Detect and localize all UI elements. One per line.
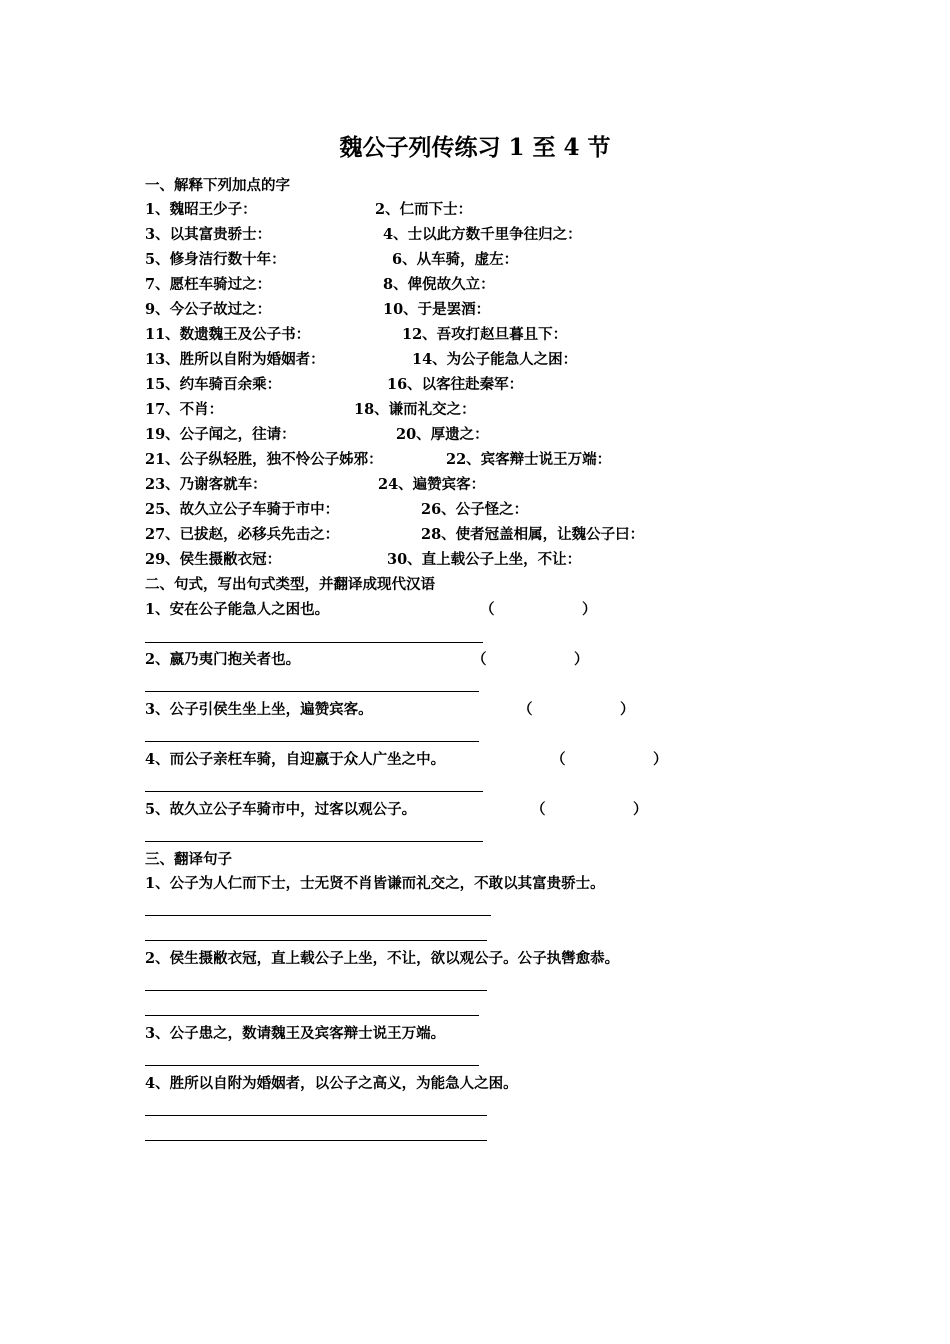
question-item: 12、吾攻打赵旦暮且下：	[402, 326, 568, 343]
answer-paren-close: ）	[633, 801, 648, 818]
sentence-item: 4、而公子亲枉车骑，自迎嬴于众人广坐之中。	[145, 751, 446, 768]
question-item: 14、为公子能急人之困：	[412, 351, 578, 368]
answer-line[interactable]	[145, 915, 491, 916]
question-item: 1、魏昭王少子：	[145, 201, 257, 218]
answer-line[interactable]	[145, 741, 479, 742]
question-item: 20、厚遗之：	[396, 426, 489, 443]
answer-line[interactable]	[145, 691, 479, 692]
question-item: 5、修身洁行数十年：	[145, 251, 286, 268]
question-item: 15、约车骑百余乘：	[145, 376, 282, 393]
sentence-item: 5、故久立公子车骑市中，过客以观公子。	[145, 801, 417, 818]
question-item: 19、公子闻之，往请：	[145, 426, 296, 443]
sentence-item: 2、嬴乃夷门抱关者也。	[145, 651, 301, 668]
question-item: 28、使者冠盖相属，让魏公子曰：	[421, 526, 645, 543]
question-item: 26、公子怪之：	[421, 501, 529, 518]
question-item: 24、遍赞宾客：	[378, 476, 486, 493]
answer-line[interactable]	[145, 1115, 487, 1116]
answer-paren-close: ）	[620, 701, 635, 718]
question-item: 30、直上载公子上坐，不让：	[387, 551, 582, 568]
page-title: 魏公子列传练习 1 至 4 节	[339, 134, 611, 161]
answer-line[interactable]	[145, 1140, 487, 1141]
question-item: 13、胜所以自附为婚姻者：	[145, 351, 325, 368]
sentence-item: 3、公子患之，数请魏王及宾客辩士说王万端。	[145, 1025, 446, 1042]
question-item: 2、仁而下士：	[375, 201, 473, 218]
question-item: 4、士以此方数千里争往归之：	[383, 226, 582, 243]
answer-paren-open: （	[518, 701, 533, 718]
sentence-item: 4、胜所以自附为婚姻者，以公子之高义，为能急人之困。	[145, 1075, 518, 1092]
section-heading-1: 一、解释下列加点的字	[145, 177, 290, 194]
question-item: 22、宾客辩士说王万端：	[446, 451, 612, 468]
question-item: 29、侯生摄敝衣冠：	[145, 551, 282, 568]
answer-line[interactable]	[145, 791, 483, 792]
question-item: 23、乃谢客就车：	[145, 476, 267, 493]
answer-line[interactable]	[145, 1015, 479, 1016]
question-item: 21、公子纵轻胜，独不怜公子姊邪：	[145, 451, 383, 468]
question-item: 17、不肖：	[145, 401, 224, 418]
answer-paren-open: （	[551, 751, 566, 768]
question-item: 25、故久立公子车骑于市中：	[145, 501, 340, 518]
question-item: 16、以客往赴秦军：	[387, 376, 524, 393]
answer-line[interactable]	[145, 841, 483, 842]
sentence-item: 1、公子为人仁而下士，士无贤不肖皆谦而礼交之，不敢以其富贵骄士。	[145, 875, 605, 892]
question-item: 3、以其富贵骄士：	[145, 226, 272, 243]
sentence-item: 2、侯生摄敝衣冠，直上载公子上坐，不让，欲以观公子。公子执辔愈恭。	[145, 950, 620, 967]
question-item: 10、于是罢酒：	[383, 301, 491, 318]
question-item: 7、愿枉车骑过之：	[145, 276, 272, 293]
answer-paren-close: ）	[574, 651, 589, 668]
answer-paren-open: （	[480, 601, 495, 618]
answer-paren-open: （	[531, 801, 546, 818]
question-item: 11、数遗魏王及公子书：	[145, 326, 311, 343]
question-item: 6、从车骑，虚左：	[392, 251, 519, 268]
answer-paren-open: （	[472, 651, 487, 668]
question-item: 9、今公子故过之：	[145, 301, 272, 318]
sentence-item: 1、安在公子能急人之困也。	[145, 601, 330, 618]
question-item: 8、俾倪故久立：	[383, 276, 495, 293]
answer-line[interactable]	[145, 990, 487, 991]
section-heading-2: 二、句式，写出句式类型，并翻译成现代汉语	[145, 576, 435, 593]
answer-line[interactable]	[145, 940, 487, 941]
answer-paren-close: ）	[653, 751, 668, 768]
sentence-item: 3、公子引侯生坐上坐，遍赞宾客。	[145, 701, 373, 718]
section-heading-3: 三、翻译句子	[145, 851, 232, 868]
answer-line[interactable]	[145, 642, 483, 643]
question-item: 18、谦而礼交之：	[354, 401, 476, 418]
answer-line[interactable]	[145, 1065, 479, 1066]
answer-paren-close: ）	[582, 601, 597, 618]
question-item: 27、已拔赵，必移兵先击之：	[145, 526, 340, 543]
